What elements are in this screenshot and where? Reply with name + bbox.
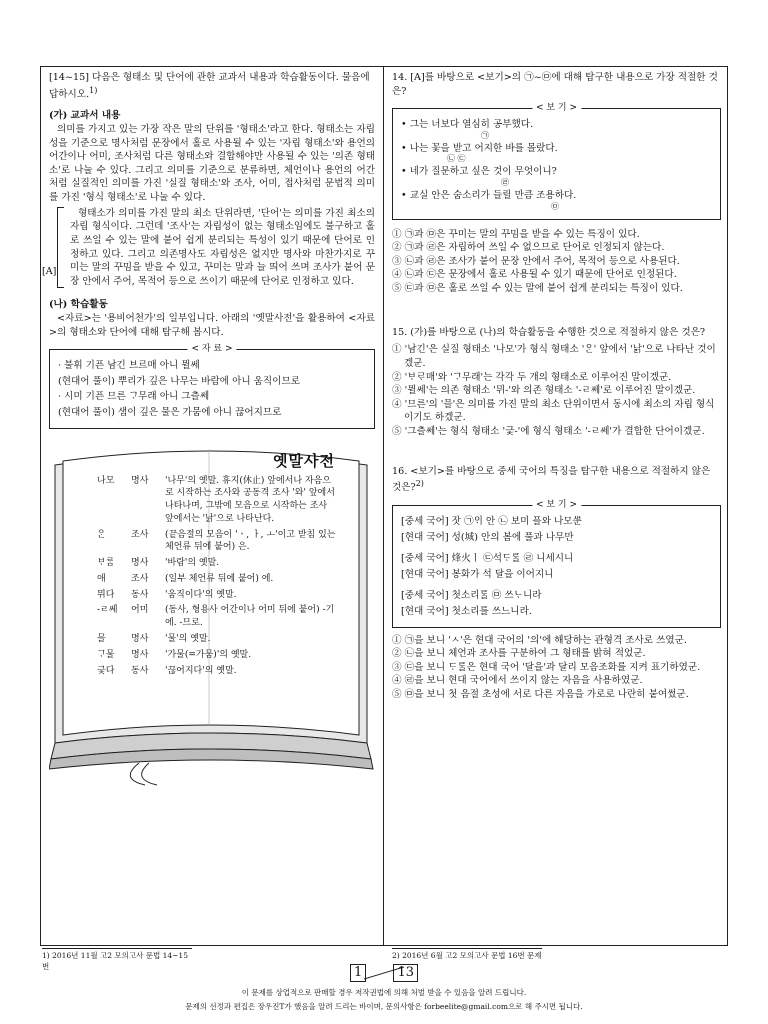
right-column: [384, 67, 729, 945]
example-line: [현대 국어] 봉화가 석 달을 이어지니: [401, 568, 554, 580]
section-na-paragraph: <자료>는 '용비어천가'의 일부입니다. 아래의 '옛말사전'을 활용하여 <자료>의 형태소와 단어에 대해 탐구해 봅시다.: [49, 312, 375, 338]
q16-example-box: [392, 499, 721, 628]
bracket-a-text: 형태소가 의미를 가진 말의 최소 단위라면, '단어'는 의미를 가진 최소의 자립 형식이다. 그런데 '조사'는 자립성이 없는 형태소임에도 불구하고 홀로 쓰일 수 있는 말에 붙어 쉽게 분리되는 특성이 있기 때문에 단어로 인정하고 있다. 그리고 의존명사도 자립성은 없지만 명사와 마찬가지로 꾸미는 말의 꾸밈을 받을 수 있고, 꾸미는 말과 늘 띄어 쓰며 조사가 붙어 문장 안에서 주어, 목적어 등으로 쓰이기 때문에 단어로 인정하고 있다.: [70, 207, 375, 287]
choice-item[interactable]: ① ㉠과 ㉤은 꾸미는 말의 꾸밈을 받을 수 있는 특징이 있다.: [392, 228, 640, 240]
dictionary-table: [97, 475, 337, 681]
choice-item[interactable]: ④ ㉣을 보니 현대 국어에서 쓰이지 않는 자음을 사용하였군.: [392, 675, 643, 687]
choice-item[interactable]: ④ ㉡과 ㉢은 문장에서 홀로 사용될 수 있기 때문에 단어로 인정된다.: [392, 269, 677, 281]
page-number: [346, 964, 422, 982]
q14-example-box: [392, 103, 721, 219]
example-line: [현대 국어] 첫소리를 쓰느니라.: [401, 606, 532, 618]
material-line: (현대어 풀이) 뿌리가 깊은 나무는 바람에 아니 움직이므로: [58, 375, 300, 387]
choice-item[interactable]: ② 'ᄇᆞᄅᆞ매'와 'ᄀᆞ무래'는 각각 두 개의 형태소로 이루어진 말이겠군.: [392, 371, 672, 383]
material-line: (현대어 풀이) 샘이 깊은 물은 가뭄에 아니 끊어지므로: [58, 406, 282, 418]
page-current: 1: [350, 964, 366, 982]
section-ga-paragraph: 의미를 가지고 있는 가장 작은 말의 단위를 '형태소'라고 한다. 형태소는 자립성을 기준으로 명사처럼 문장에서 홀로 사용될 수 있는 '자립 형태소'와 용언의 어간이나 어미, 조사처럼 다른 형태소와 결합해야만 사용될 수 있는 '의존 형태소'로 나눌 수 있다. 그리고 의미를 기준으로 분류하면, 체언이나 용언의 어간처럼 실질적인 의미를 가진 '실질 형태소'와 조사, 어미, 접사처럼 문법적 의미를 가진 '형식 형태소'로 나눌 수 있다.: [49, 124, 375, 204]
question-group-head: [14~15] 다음은 형태소 및 단어에 관한 교과서 내용과 학습활동이다. 물음에 답하시오.$^{1)}$: [49, 72, 370, 100]
left-column: [41, 67, 384, 945]
choice-item[interactable]: ⑤ ㉢과 ㉤은 홀로 쓰일 수 있는 말에 붙어 쉽게 분리되는 특징이 있다.: [392, 283, 683, 295]
question-14-head: 14. [A]를 바탕으로 <보기>의 ㉠~㉤에 대해 탐구한 내용으로 가장 적절한 것은?: [392, 72, 718, 97]
dictionary-entry: 뮈다 동사 '움직이다'의 옛말.: [97, 589, 237, 600]
copyright-line-2: 문제의 선정과 편집은 장우진T가 했음을 알려 드리는 바이며, 문의사항은 forbeelite@gmail.com으로 해 주시면 됩니다.: [185, 1002, 583, 1011]
footnote-1: 1) 2016년 11월 고2 모의고사 문법 14~15번: [42, 948, 192, 972]
q14-box-title: < 보 기 >: [532, 102, 581, 115]
choice-item[interactable]: ② ㉠과 ㉣은 자립하여 쓰일 수 없으므로 단어로 인정되지 않는다.: [392, 242, 665, 254]
example-line: [중세 국어] 烽火ㅣ ㉢석ᄃᆞᄅᆞᆯ ㉣ 니세시니: [401, 553, 574, 565]
choice-item[interactable]: ① ㉠을 보니 'ㅅ'은 현대 국어의 '의'에 해당하는 관형격 조사로 쓰였군.: [392, 634, 687, 646]
dictionary-entry: 나모 명사 '나무'의 옛말. 휴지(休止) 앞에서나 자음으로 시작하는 조사와 공동격 조사 '와' 앞에서 나타나며, 그밖에 모음으로 시작하는 조사 앞에서는 '낡'으로 나타난다.: [97, 475, 335, 524]
dictionary-entry: ᄋᆞᆫ 조사 (끝음절의 모음이 'ㆍ, ㅏ, ㅗ'이고 받침 있는 체언류 뒤에 붙어) 은.: [97, 529, 336, 553]
dictionary-entry: ᄇᆞᄅᆞᆷ 명사 '바람'의 옛말.: [97, 558, 220, 569]
choice-item[interactable]: ② ㉡을 보니 체언과 조사를 구분하여 그 형태를 밝혀 적었군.: [392, 648, 646, 660]
example-line: [현대 국어] 성(城) 안의 봄에 풀과 나무만: [401, 531, 574, 543]
bracket-a-label: [A]: [42, 265, 57, 277]
material-box: [49, 344, 375, 428]
exam-page: [40, 66, 728, 946]
dictionary-entry: 애 조사 (일부 체언류 뒤에 붙어) 에.: [97, 573, 274, 584]
dictionary-entry: -ㄹ쎄 어미 (동사, 형용사 어간이나 어미 뒤에 붙어) -기에. -므로.: [97, 605, 335, 629]
material-line: · 불휘 기픈 남긴 브르매 아니 뮐쎄: [58, 360, 200, 372]
choice-item[interactable]: ① '남긴'은 실질 형태소 '나모'가 형식 형태소 'ᄋᆞᆫ' 앞에서 '낡'으로 나타난 것이겠군.: [392, 344, 716, 369]
question-15-head: 15. (가)를 바탕으로 (나)의 학습활동을 수행한 것으로 적절하지 않은 것은?: [392, 326, 706, 338]
dictionary-entry: 긏다 동사 '끊어지다'의 옛말.: [97, 665, 237, 676]
footnote-2: 2) 2016년 6월 고2 모의고사 문법 16번 문제: [392, 948, 542, 962]
dictionary-title: 옛말사전: [273, 451, 335, 470]
section-na-title: (나) 학습활동: [49, 299, 108, 311]
choice-item[interactable]: ③ ㉡과 ㉣은 조사가 붙어 문장 안에서 주어, 목적어 등으로 사용된다.: [392, 255, 680, 267]
material-box-title: < 자 료 >: [187, 343, 236, 356]
choice-item[interactable]: ③ '뮐쎄'는 의존 형태소 '뮈-'와 의존 형태소 '-ㄹ쎄'로 이루어진 말이겠군.: [392, 385, 696, 397]
dictionary-entry: ᄀᆞ물 명사 '가물(=가뭄)'의 옛말.: [97, 649, 252, 660]
page-total: 13: [393, 964, 418, 982]
choice-item[interactable]: ④ '므른'의 '믈'은 의미를 가진 말의 최소 단위이면서 동시에 최소의 자립 형식이기도 하겠군.: [392, 398, 715, 424]
dictionary-entry: 믈 명사 '물'의 옛말.: [97, 634, 211, 645]
q16-box-title: < 보 기 >: [532, 499, 581, 512]
example-sentence: • 네가 질문하고 싶은 것이 무엇이니? ㉣: [401, 166, 557, 188]
material-line: · 시미 기픈 므른 ᄀᆞ무래 아니 그츨쎄: [58, 391, 210, 403]
q15-choices: [392, 343, 721, 438]
question-16-head: 16. <보기>를 바탕으로 중세 국어의 특징을 탐구한 내용으로 적절하지 않은 것은?$^{2)}$: [392, 465, 711, 494]
example-sentence: • 그는 너보다 열심히 공부했다. ㉠: [401, 119, 534, 140]
example-line: [중세 국어] 잣 ㉠ᄋᆡ 안 ㉡ 보미 플와 나모ᄲᅮᆫ: [401, 515, 582, 527]
section-ga-title: (가) 교과서 내용: [49, 110, 121, 122]
choice-item[interactable]: ⑤ '그츨쎄'는 형식 형태소 '긏-'에 형식 형태소 '-ㄹ쎄'가 결합한 단어이겠군.: [392, 425, 705, 437]
example-sentence: • 나는 꽃을 받고 어지한 바를 몰랐다. ㉡ ㉢: [401, 142, 558, 164]
copyright-line-1: 이 문제를 상업적으로 판매할 경우 저작권법에 의해 처벌 받을 수 있음을 알려 드립니다.: [241, 988, 527, 997]
example-line: [중세 국어] 첫소리ᄅᆞᆯ ㉤ 쓰ᄂᆞ니라: [401, 590, 542, 602]
example-sentence: • 교실 안은 숨소리가 들릴 만큼 조용하다. ㉤: [401, 190, 577, 211]
bracket-a: [42, 207, 375, 289]
choice-item[interactable]: ③ ㉢을 보니 ᄃᆞᄅᆞᆯ은 현대 국어 '달을'과 달리 모음조화를 지켜 표기하였군.: [392, 661, 701, 673]
q14-choices: [392, 228, 721, 296]
choice-item[interactable]: ⑤ ㉤을 보니 첫 음절 초성에 서로 다른 자음을 가로로 나란히 붙여썼군.: [392, 689, 689, 701]
old-word-dictionary: [49, 443, 375, 786]
q16-choices: [392, 634, 721, 702]
